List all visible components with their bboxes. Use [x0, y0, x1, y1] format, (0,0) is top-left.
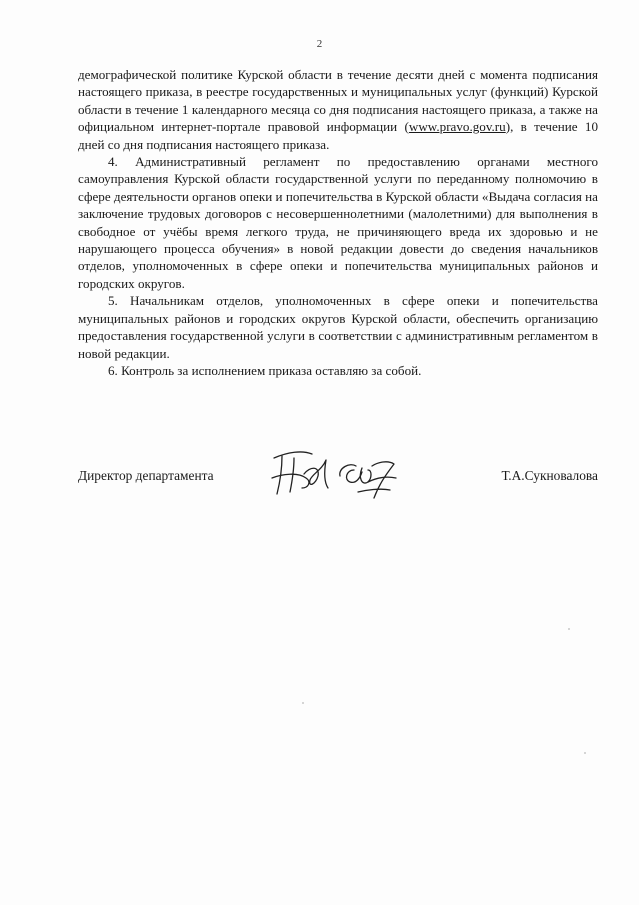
signature-block: [78, 448, 598, 508]
paragraph-continued: [78, 66, 598, 153]
pravo-gov-link[interactable]: www.pravo.gov.ru: [408, 119, 506, 135]
paragraph-6: 6. Контроль за исполнением приказа оставляю за собой.: [108, 362, 422, 378]
document-body: [78, 66, 598, 379]
paragraph-4: 4. Административный регламент по предоставлению органами местного самоуправления Курской области государственной услуги по переданному полномочию в сфере деятельности органов опеки и попечительства в Курской области «Выдача согласия на заключение трудовых договоров с несовершеннолетними (малолетними) для выполнения в свободное от учёбы время легкого труда, не причиняющего вреда их здоровью и не нарушающего процесса обучения» в новой редакции довести до сведения начальников отделов, уполномоченных в сфере опеки и попечительства муниципальных районов и городских округов.: [78, 154, 598, 291]
paragraph-continued-text-after: ), в течение 10 дней со дня подписания настоящего приказа.: [78, 119, 598, 152]
paragraph-5: 5. Начальникам отделов, уполномоченных в сфере опеки и попечительства муниципальных районов и городских округов Курской области, обеспечить организацию предоставления государственной услуги в соответствии с административным регламентом в новой редакции.: [78, 293, 598, 361]
scan-speck: [568, 628, 570, 630]
scan-speck: [302, 702, 304, 704]
scan-speck: [584, 752, 586, 754]
paragraph-continued-text-before: демографической политике Курской области в течение десяти дней с момента подписания настоящего приказа, в реестре государственных и муниципальных услуг (функций) Курской области в течение 1 календарного месяца со дня подписания настоящего приказа, а также на официальном интернет-портале правовой информации (: [78, 67, 598, 135]
signer-position: Директор департамента: [78, 468, 214, 483]
signer-name: Т.А.Сукновалова: [501, 468, 598, 483]
handwritten-signature: [268, 448, 408, 504]
page-number: 2: [316, 38, 323, 50]
